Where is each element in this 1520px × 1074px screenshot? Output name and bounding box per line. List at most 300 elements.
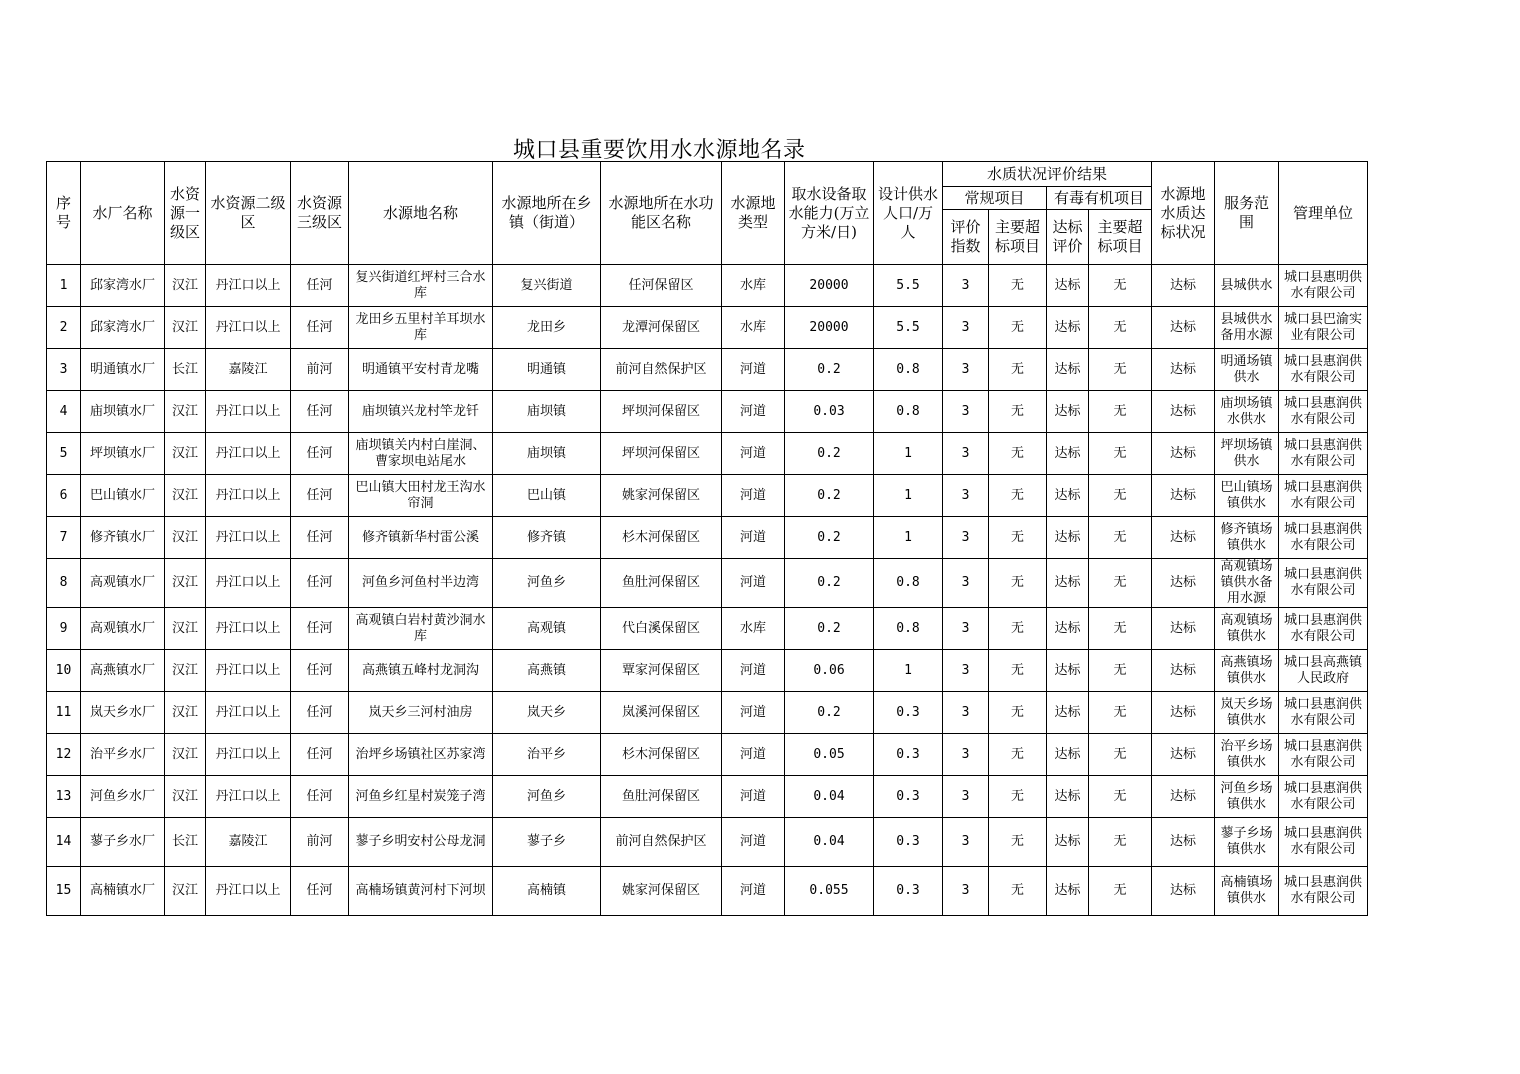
cell-regular-exceed: 无 [989,650,1047,692]
cell-source-name: 高观镇白岩村黄沙洞水库 [349,608,493,650]
cell-func-zone: 龙潭河保留区 [601,307,722,349]
header-manager: 管理单位 [1279,162,1368,265]
cell-source-name: 龙田乡五里村羊耳坝水库 [349,307,493,349]
header-quality-group: 水质状况评价结果 [943,162,1152,187]
cell-toxic-exceed: 无 [1089,608,1152,650]
table-row [47,475,1368,517]
cell-toxic-exceed: 无 [1089,776,1152,818]
cell-toxic-exceed: 无 [1089,650,1152,692]
table-row [47,265,1368,307]
cell-seq: 14 [47,818,81,867]
cell-manager: 城口县惠明供水有限公司 [1279,265,1368,307]
cell-compliance: 达标 [1152,475,1215,517]
cell-toxic-eval: 达标 [1047,776,1089,818]
cell-service: 坪坝场镇供水 [1215,433,1279,475]
cell-manager: 城口县惠润供水有限公司 [1279,559,1368,608]
table-row [47,734,1368,776]
cell-compliance: 达标 [1152,391,1215,433]
header-eval-index: 评价指数 [943,210,989,265]
cell-toxic-exceed: 无 [1089,818,1152,867]
cell-toxic-eval: 达标 [1047,692,1089,734]
cell-zone3: 任河 [291,776,349,818]
cell-func-zone: 坪坝河保留区 [601,391,722,433]
cell-zone1: 汉江 [165,692,206,734]
cell-town: 治平乡 [493,734,601,776]
cell-eval-index: 3 [943,475,989,517]
cell-zone2: 丹江口以上 [206,433,291,475]
cell-capacity: 0.05 [785,734,874,776]
cell-compliance: 达标 [1152,867,1215,916]
cell-regular-exceed: 无 [989,391,1047,433]
cell-toxic-eval: 达标 [1047,867,1089,916]
cell-source-name: 治坪乡场镇社区苏家湾 [349,734,493,776]
cell-town: 高观镇 [493,608,601,650]
cell-source-name: 高燕镇五峰村龙洞沟 [349,650,493,692]
cell-capacity: 0.055 [785,867,874,916]
cell-capacity: 0.03 [785,391,874,433]
cell-source-name: 蓼子乡明安村公母龙洞 [349,818,493,867]
cell-population: 1 [874,475,943,517]
cell-eval-index: 3 [943,517,989,559]
table-row [47,692,1368,734]
cell-toxic-eval: 达标 [1047,559,1089,608]
cell-town: 蓼子乡 [493,818,601,867]
cell-toxic-eval: 达标 [1047,265,1089,307]
cell-regular-exceed: 无 [989,307,1047,349]
cell-eval-index: 3 [943,559,989,608]
cell-plant: 修齐镇水厂 [81,517,165,559]
cell-manager: 城口县惠润供水有限公司 [1279,391,1368,433]
cell-zone1: 汉江 [165,734,206,776]
header-plant: 水厂名称 [81,162,165,265]
cell-source-type: 河道 [722,475,785,517]
cell-seq: 6 [47,475,81,517]
cell-plant: 巴山镇水厂 [81,475,165,517]
cell-func-zone: 姚家河保留区 [601,867,722,916]
cell-zone2: 丹江口以上 [206,734,291,776]
header-service: 服务范围 [1215,162,1279,265]
header-seq: 序号 [47,162,81,265]
header-town: 水源地所在乡镇（街道） [493,162,601,265]
cell-town: 修齐镇 [493,517,601,559]
cell-source-name: 庙坝镇兴龙村竿龙钎 [349,391,493,433]
cell-source-name: 河鱼乡河鱼村半边湾 [349,559,493,608]
cell-zone1: 汉江 [165,517,206,559]
cell-regular-exceed: 无 [989,734,1047,776]
cell-capacity: 0.2 [785,475,874,517]
cell-seq: 9 [47,608,81,650]
cell-compliance: 达标 [1152,608,1215,650]
cell-func-zone: 杉木河保留区 [601,734,722,776]
cell-seq: 7 [47,517,81,559]
cell-compliance: 达标 [1152,349,1215,391]
cell-func-zone: 覃家河保留区 [601,650,722,692]
cell-service: 庙坝场镇水供水 [1215,391,1279,433]
cell-compliance: 达标 [1152,433,1215,475]
cell-eval-index: 3 [943,776,989,818]
cell-capacity: 0.2 [785,349,874,391]
cell-town: 河鱼乡 [493,559,601,608]
cell-eval-index: 3 [943,818,989,867]
cell-zone2: 丹江口以上 [206,517,291,559]
cell-manager: 城口县高燕镇人民政府 [1279,650,1368,692]
cell-source-name: 明通镇平安村青龙嘴 [349,349,493,391]
cell-regular-exceed: 无 [989,433,1047,475]
cell-plant: 高观镇水厂 [81,559,165,608]
cell-source-type: 河道 [722,734,785,776]
cell-zone2: 嘉陵江 [206,349,291,391]
cell-population: 1 [874,650,943,692]
cell-service: 河鱼乡场镇供水 [1215,776,1279,818]
cell-eval-index: 3 [943,265,989,307]
cell-source-type: 河道 [722,818,785,867]
cell-zone1: 汉江 [165,265,206,307]
cell-toxic-exceed: 无 [1089,517,1152,559]
cell-capacity: 0.2 [785,517,874,559]
cell-zone2: 丹江口以上 [206,559,291,608]
table-row [47,391,1368,433]
header-zone2: 水资源二级区 [206,162,291,265]
cell-town: 庙坝镇 [493,391,601,433]
cell-service: 治平乡场镇供水 [1215,734,1279,776]
cell-population: 0.3 [874,692,943,734]
cell-source-type: 水库 [722,265,785,307]
cell-source-type: 水库 [722,307,785,349]
cell-regular-exceed: 无 [989,818,1047,867]
cell-population: 0.3 [874,734,943,776]
cell-zone1: 长江 [165,818,206,867]
cell-toxic-eval: 达标 [1047,734,1089,776]
water-source-table [46,161,1368,916]
cell-seq: 13 [47,776,81,818]
cell-source-name: 修齐镇新华村雷公溪 [349,517,493,559]
table-row [47,307,1368,349]
cell-compliance: 达标 [1152,734,1215,776]
table-row [47,433,1368,475]
cell-regular-exceed: 无 [989,349,1047,391]
cell-source-name: 复兴街道红坪村三合水库 [349,265,493,307]
cell-plant: 高观镇水厂 [81,608,165,650]
cell-capacity: 20000 [785,307,874,349]
cell-seq: 3 [47,349,81,391]
cell-eval-index: 3 [943,433,989,475]
cell-eval-index: 3 [943,692,989,734]
cell-zone2: 丹江口以上 [206,776,291,818]
cell-plant: 治平乡水厂 [81,734,165,776]
cell-service: 高观镇场镇供水 [1215,608,1279,650]
cell-manager: 城口县惠润供水有限公司 [1279,818,1368,867]
cell-zone1: 汉江 [165,391,206,433]
header-func-zone: 水源地所在水功能区名称 [601,162,722,265]
cell-manager: 城口县惠润供水有限公司 [1279,433,1368,475]
cell-zone2: 嘉陵江 [206,818,291,867]
cell-service: 高楠镇场镇供水 [1215,867,1279,916]
cell-seq: 12 [47,734,81,776]
cell-eval-index: 3 [943,391,989,433]
table-row [47,349,1368,391]
cell-zone2: 丹江口以上 [206,650,291,692]
table-row [47,776,1368,818]
cell-zone3: 任河 [291,650,349,692]
cell-toxic-exceed: 无 [1089,559,1152,608]
cell-manager: 城口县惠润供水有限公司 [1279,692,1368,734]
cell-manager: 城口县惠润供水有限公司 [1279,517,1368,559]
cell-capacity: 20000 [785,265,874,307]
cell-source-name: 高楠场镇黄河村下河坝 [349,867,493,916]
cell-eval-index: 3 [943,867,989,916]
cell-toxic-exceed: 无 [1089,692,1152,734]
cell-service: 蓼子乡场镇供水 [1215,818,1279,867]
cell-compliance: 达标 [1152,692,1215,734]
cell-seq: 2 [47,307,81,349]
cell-source-type: 河道 [722,391,785,433]
cell-toxic-eval: 达标 [1047,307,1089,349]
cell-plant: 蓼子乡水厂 [81,818,165,867]
cell-service: 修齐镇场镇供水 [1215,517,1279,559]
cell-func-zone: 姚家河保留区 [601,475,722,517]
cell-zone2: 丹江口以上 [206,391,291,433]
cell-toxic-eval: 达标 [1047,475,1089,517]
cell-zone2: 丹江口以上 [206,692,291,734]
cell-compliance: 达标 [1152,818,1215,867]
cell-zone2: 丹江口以上 [206,265,291,307]
cell-manager: 城口县惠润供水有限公司 [1279,608,1368,650]
cell-toxic-eval: 达标 [1047,433,1089,475]
cell-capacity: 0.2 [785,608,874,650]
cell-toxic-exceed: 无 [1089,265,1152,307]
cell-toxic-exceed: 无 [1089,734,1152,776]
cell-toxic-exceed: 无 [1089,307,1152,349]
cell-plant: 河鱼乡水厂 [81,776,165,818]
cell-plant: 高楠镇水厂 [81,867,165,916]
cell-zone2: 丹江口以上 [206,475,291,517]
cell-source-name: 庙坝镇关内村白崖洞、曹家坝电站尾水 [349,433,493,475]
cell-town: 岚天乡 [493,692,601,734]
cell-service: 县城供水 [1215,265,1279,307]
cell-regular-exceed: 无 [989,265,1047,307]
cell-toxic-eval: 达标 [1047,391,1089,433]
cell-capacity: 0.06 [785,650,874,692]
cell-regular-exceed: 无 [989,608,1047,650]
cell-zone1: 汉江 [165,650,206,692]
cell-func-zone: 鱼肚河保留区 [601,776,722,818]
cell-seq: 1 [47,265,81,307]
cell-population: 1 [874,517,943,559]
page-title: 城口县重要饮用水水源地名录 [513,138,806,163]
header-compliance: 水源地水质达标状况 [1152,162,1215,265]
header-zone3: 水资源三级区 [291,162,349,265]
header-toxic-group: 有毒有机项目 [1047,187,1152,210]
cell-source-type: 水库 [722,608,785,650]
cell-toxic-exceed: 无 [1089,433,1152,475]
cell-capacity: 0.2 [785,433,874,475]
cell-zone1: 汉江 [165,776,206,818]
cell-town: 高楠镇 [493,867,601,916]
cell-func-zone: 前河自然保护区 [601,349,722,391]
cell-seq: 5 [47,433,81,475]
cell-regular-exceed: 无 [989,475,1047,517]
cell-service: 巴山镇场镇供水 [1215,475,1279,517]
cell-population: 0.8 [874,608,943,650]
cell-plant: 高燕镇水厂 [81,650,165,692]
cell-plant: 邱家湾水厂 [81,307,165,349]
cell-source-type: 河道 [722,692,785,734]
cell-manager: 城口县惠润供水有限公司 [1279,867,1368,916]
table-row [47,517,1368,559]
cell-town: 龙田乡 [493,307,601,349]
cell-zone3: 任河 [291,433,349,475]
cell-population: 1 [874,433,943,475]
cell-compliance: 达标 [1152,307,1215,349]
cell-zone2: 丹江口以上 [206,608,291,650]
cell-population: 0.3 [874,818,943,867]
cell-source-type: 河道 [722,650,785,692]
cell-population: 5.5 [874,265,943,307]
cell-regular-exceed: 无 [989,867,1047,916]
cell-population: 5.5 [874,307,943,349]
cell-zone1: 汉江 [165,559,206,608]
cell-manager: 城口县惠润供水有限公司 [1279,475,1368,517]
header-toxic-exceed: 主要超标项目 [1089,210,1152,265]
cell-zone3: 任河 [291,391,349,433]
cell-source-type: 河道 [722,867,785,916]
header-source-name: 水源地名称 [349,162,493,265]
cell-eval-index: 3 [943,349,989,391]
cell-source-type: 河道 [722,776,785,818]
cell-manager: 城口县巴渝实业有限公司 [1279,307,1368,349]
cell-regular-exceed: 无 [989,776,1047,818]
cell-toxic-eval: 达标 [1047,608,1089,650]
cell-capacity: 0.2 [785,559,874,608]
cell-toxic-exceed: 无 [1089,349,1152,391]
cell-source-name: 河鱼乡红星村炭笼子湾 [349,776,493,818]
header-population: 设计供水人口/万人 [874,162,943,265]
cell-town: 高燕镇 [493,650,601,692]
cell-service: 高燕镇场镇供水 [1215,650,1279,692]
cell-zone3: 任河 [291,307,349,349]
cell-func-zone: 杉木河保留区 [601,517,722,559]
cell-population: 0.8 [874,349,943,391]
cell-source-name: 岚天乡三河村油房 [349,692,493,734]
cell-population: 0.8 [874,559,943,608]
cell-service: 高观镇场镇供水备用水源 [1215,559,1279,608]
cell-eval-index: 3 [943,608,989,650]
cell-zone3: 任河 [291,608,349,650]
cell-zone1: 汉江 [165,608,206,650]
cell-zone3: 任河 [291,692,349,734]
cell-town: 明通镇 [493,349,601,391]
cell-seq: 10 [47,650,81,692]
cell-compliance: 达标 [1152,650,1215,692]
cell-toxic-eval: 达标 [1047,517,1089,559]
cell-manager: 城口县惠润供水有限公司 [1279,734,1368,776]
cell-plant: 庙坝镇水厂 [81,391,165,433]
table-row [47,559,1368,608]
cell-source-type: 河道 [722,349,785,391]
header-regular-group: 常规项目 [943,187,1047,210]
cell-population: 0.8 [874,391,943,433]
cell-plant: 岚天乡水厂 [81,692,165,734]
cell-zone1: 汉江 [165,307,206,349]
cell-compliance: 达标 [1152,265,1215,307]
cell-source-type: 河道 [722,433,785,475]
cell-seq: 8 [47,559,81,608]
header-source-type: 水源地类型 [722,162,785,265]
cell-func-zone: 坪坝河保留区 [601,433,722,475]
cell-zone3: 前河 [291,349,349,391]
cell-zone1: 长江 [165,349,206,391]
cell-capacity: 0.2 [785,692,874,734]
cell-zone1: 汉江 [165,475,206,517]
cell-manager: 城口县惠润供水有限公司 [1279,349,1368,391]
cell-population: 0.3 [874,776,943,818]
cell-town: 巴山镇 [493,475,601,517]
cell-toxic-exceed: 无 [1089,867,1152,916]
cell-zone1: 汉江 [165,433,206,475]
cell-source-type: 河道 [722,559,785,608]
cell-func-zone: 任河保留区 [601,265,722,307]
cell-zone3: 任河 [291,517,349,559]
cell-func-zone: 前河自然保护区 [601,818,722,867]
cell-zone3: 任河 [291,265,349,307]
cell-town: 庙坝镇 [493,433,601,475]
cell-town: 河鱼乡 [493,776,601,818]
cell-compliance: 达标 [1152,517,1215,559]
table-row [47,867,1368,916]
cell-capacity: 0.04 [785,776,874,818]
cell-compliance: 达标 [1152,776,1215,818]
cell-population: 0.3 [874,867,943,916]
cell-service: 县城供水备用水源 [1215,307,1279,349]
header-zone1: 水资源一级区 [165,162,206,265]
cell-toxic-eval: 达标 [1047,818,1089,867]
cell-toxic-exceed: 无 [1089,391,1152,433]
cell-zone3: 任河 [291,867,349,916]
header-toxic-eval: 达标评价 [1047,210,1089,265]
cell-town: 复兴街道 [493,265,601,307]
cell-toxic-eval: 达标 [1047,650,1089,692]
cell-func-zone: 鱼肚河保留区 [601,559,722,608]
cell-compliance: 达标 [1152,559,1215,608]
header-regular-exceed: 主要超标项目 [989,210,1047,265]
cell-seq: 11 [47,692,81,734]
cell-func-zone: 岚溪河保留区 [601,692,722,734]
table-row [47,818,1368,867]
cell-regular-exceed: 无 [989,559,1047,608]
header-capacity: 取水设备取水能力(万立方米/日) [785,162,874,265]
cell-source-type: 河道 [722,517,785,559]
cell-toxic-eval: 达标 [1047,349,1089,391]
cell-regular-exceed: 无 [989,517,1047,559]
cell-eval-index: 3 [943,734,989,776]
cell-zone3: 任河 [291,559,349,608]
cell-zone2: 丹江口以上 [206,867,291,916]
cell-toxic-exceed: 无 [1089,475,1152,517]
cell-manager: 城口县惠润供水有限公司 [1279,776,1368,818]
cell-zone3: 任河 [291,734,349,776]
cell-seq: 4 [47,391,81,433]
cell-service: 明通场镇供水 [1215,349,1279,391]
table-row [47,608,1368,650]
cell-zone2: 丹江口以上 [206,307,291,349]
cell-source-name: 巴山镇大田村龙王沟水帘洞 [349,475,493,517]
cell-seq: 15 [47,867,81,916]
cell-regular-exceed: 无 [989,692,1047,734]
cell-zone3: 任河 [291,475,349,517]
cell-zone3: 前河 [291,818,349,867]
cell-plant: 邱家湾水厂 [81,265,165,307]
cell-service: 岚天乡场镇供水 [1215,692,1279,734]
